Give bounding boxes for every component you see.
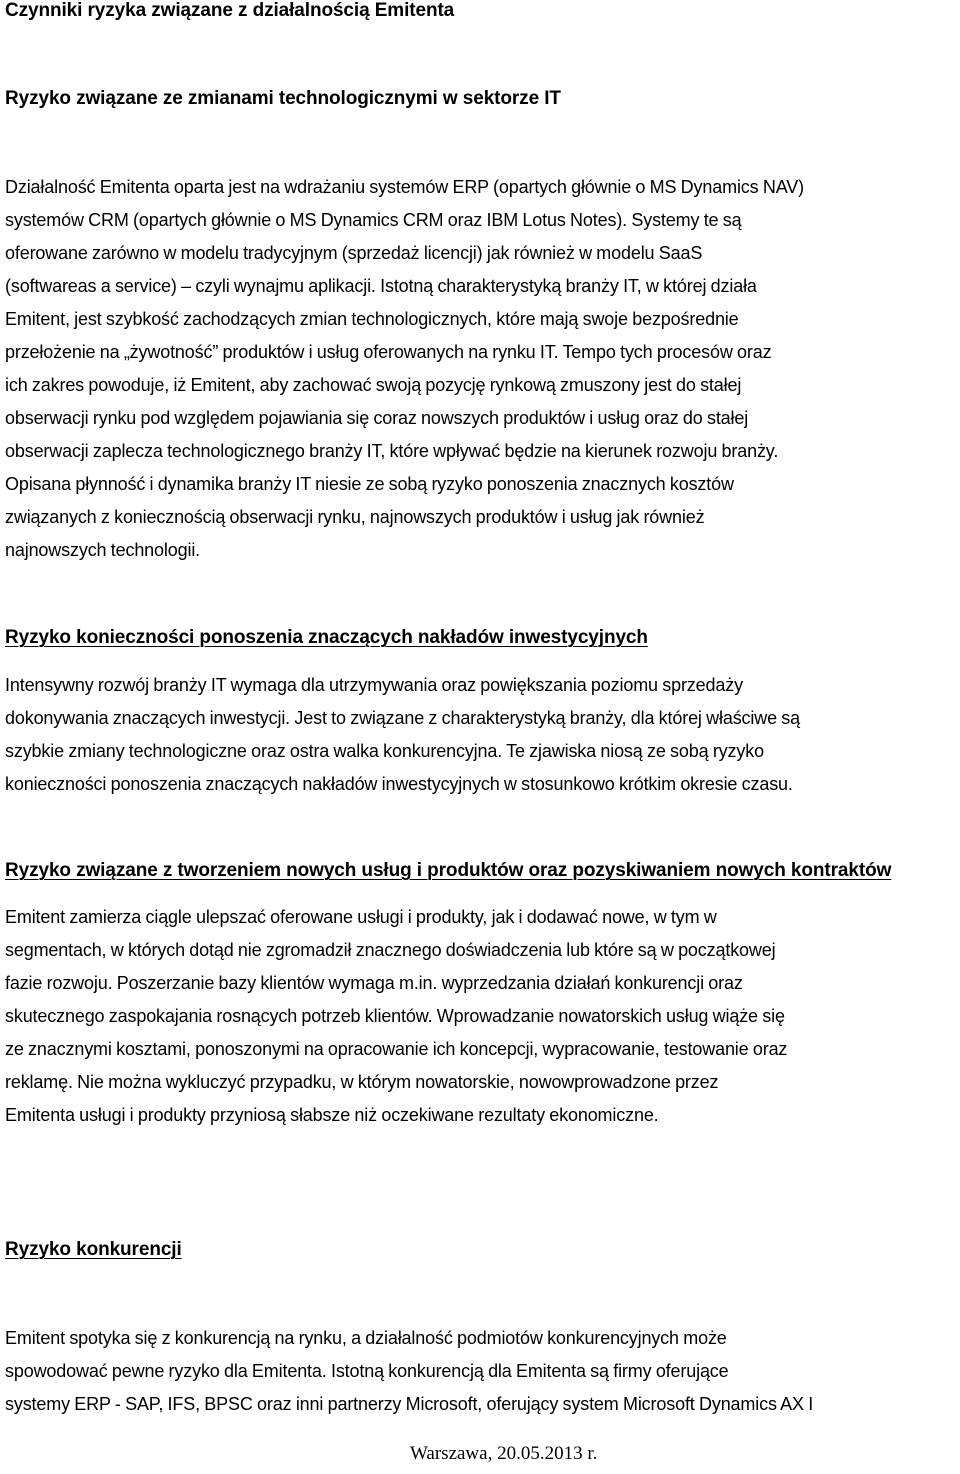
- paragraph-line: Emitent, jest szybkość zachodzących zmian technologicznych, które mają swoje bezpośrednie: [5, 309, 739, 329]
- paragraph-line: najnowszych technologii.: [5, 540, 201, 560]
- section-body-competition-risk: [5, 1322, 957, 1421]
- main-title: Czynniki ryzyka związane z działalnością Emitenta: [5, 0, 455, 21]
- section-body-technology-risk: [5, 171, 957, 567]
- paragraph-line: szybkie zmiany technologiczne oraz ostra walka konkurencyjna. Te zjawiska niosą ze sobą ryzyko: [5, 741, 764, 761]
- paragraph-line: segmentach, w których dotąd nie zgromadził znacznego doświadczenia lub które są w początkowej: [5, 940, 776, 960]
- section-heading-competition-risk: Ryzyko konkurencji: [5, 1239, 182, 1260]
- paragraph-line: Emitent spotyka się z konkurencją na rynku, a działalność podmiotów konkurencyjnych może: [5, 1328, 727, 1348]
- paragraph-line: reklamę. Nie można wykluczyć przypadku, w którym nowatorskie, nowowprowadzone przez: [5, 1072, 719, 1092]
- section-body-new-services-risk: [5, 901, 957, 1132]
- paragraph-line: konieczności ponoszenia znaczących nakładów inwestycyjnych w stosunkowo krótkim okresie czasu.: [5, 774, 793, 794]
- section-heading-investment-risk: Ryzyko konieczności ponoszenia znaczących nakładów inwestycyjnych: [5, 627, 648, 648]
- paragraph-line: Opisana płynność i dynamika branży IT niesie ze sobą ryzyko ponoszenia znacznych kosztów: [5, 474, 734, 494]
- paragraph-line: Emitenta usługi i produkty przyniosą słabsze niż oczekiwane rezultaty ekonomiczne.: [5, 1105, 659, 1125]
- section-heading-technology-risk: Ryzyko związane ze zmianami technologicznymi w sektorze IT: [5, 88, 561, 109]
- footer-place-date: Warszawa, 20.05.2013 r.: [410, 1443, 598, 1464]
- paragraph-line: fazie rozwoju. Poszerzanie bazy klientów wymaga m.in. wyprzedzania działań konkurencji oraz: [5, 973, 743, 993]
- section-heading-new-services-risk: Ryzyko związane z tworzeniem nowych usług i produktów oraz pozyskiwaniem nowych kontraktów: [5, 860, 892, 881]
- paragraph-line: ze znacznymi kosztami, ponoszonymi na opracowanie ich koncepcji, wypracowanie, testowanie oraz: [5, 1039, 788, 1059]
- paragraph-line: obserwacji rynku pod względem pojawiania się coraz nowszych produktów i usług oraz do stałej: [5, 408, 749, 428]
- paragraph-line: ich zakres powoduje, iż Emitent, aby zachować swoją pozycję rynkową zmuszony jest do stałej: [5, 375, 742, 395]
- paragraph-line: oferowane zarówno w modelu tradycyjnym (sprzedaż licencji) jak również w modelu SaaS: [5, 243, 703, 263]
- paragraph-line: Emitent zamierza ciągle ulepszać oferowane usługi i produkty, jak i dodawać nowe, w tym w: [5, 907, 717, 927]
- paragraph-line: Intensywny rozwój branży IT wymaga dla utrzymywania oraz powiększania poziomu sprzedaży: [5, 675, 743, 695]
- paragraph-line: Działalność Emitenta oparta jest na wdrażaniu systemów ERP (opartych głównie o MS Dynamics NAV): [5, 177, 804, 197]
- paragraph-line: przełożenie na „żywotność” produktów i usług oferowanych na rynku IT. Tempo tych procesów oraz: [5, 342, 772, 362]
- paragraph-line: obserwacji zaplecza technologicznego branży IT, które wpływać będzie na kierunek rozwoju branży.: [5, 441, 779, 461]
- paragraph-line: systemów CRM (opartych głównie o MS Dynamics CRM oraz IBM Lotus Notes). Systemy te są: [5, 210, 742, 230]
- paragraph-line: związanych z koniecznością obserwacji rynku, najnowszych produktów i usług jak również: [5, 507, 705, 527]
- paragraph-line: systemy ERP - SAP, IFS, BPSC oraz inni partnerzy Microsoft, oferujący system Microsoft Dynamics AX I: [5, 1394, 814, 1414]
- section-body-investment-risk: [5, 669, 957, 801]
- paragraph-line: spowodować pewne ryzyko dla Emitenta. Istotną konkurencją dla Emitenta są firmy oferujące: [5, 1361, 729, 1381]
- paragraph-line: skutecznego zaspokajania rosnących potrzeb klientów. Wprowadzanie nowatorskich usług wiąże się: [5, 1006, 785, 1026]
- paragraph-line: (softwareas a service) – czyli wynajmu aplikacji. Istotną charakterystyką branży IT, w której działa: [5, 276, 757, 296]
- paragraph-line: dokonywania znaczących inwestycji. Jest to związane z charakterystyką branży, dla której właściwe są: [5, 708, 801, 728]
